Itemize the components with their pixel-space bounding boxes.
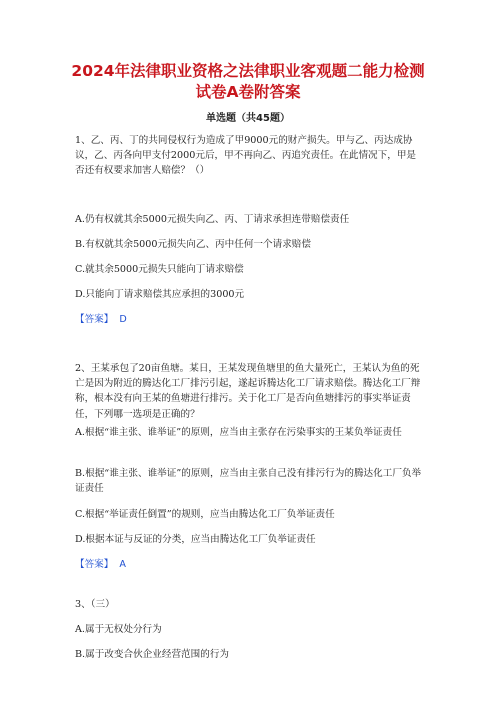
question-1-option-a: A.仍有权就其余5000元损失向乙、丙、丁请求承担连带赔偿责任 xyxy=(75,214,350,225)
question-1-option-b: B.有权就其余5000元损失向乙、丙中任何一个请求赔偿 xyxy=(75,239,311,250)
question-2-option-d: D.根据本证与反证的分类，应当由腾达化工厂负举证责任 xyxy=(75,534,316,545)
answer-label: 【答案】 xyxy=(75,314,114,325)
answer-label: 【答案】 xyxy=(75,559,114,570)
question-1-option-d: D.只能向丁请求赔偿其应承担的3000元 xyxy=(75,289,245,300)
question-2-answer xyxy=(75,558,126,572)
answer-value: D xyxy=(119,314,127,325)
question-2-option-a: A.根据“谁主张、谁举证”的原则，应当由主张存在污染事实的王某负举证责任 xyxy=(75,427,402,438)
question-3-option-a: A.属于无权处分行为 xyxy=(75,624,162,635)
question-2-option-b: B.根据“谁主张、谁举证”的原则，应当由主张自己没有排污行为的腾达化工厂负举证责任 xyxy=(75,468,422,495)
question-3-option-b: B.属于改变合伙企业经营范围的行为 xyxy=(75,649,230,660)
section-heading: 单选题（共45题） xyxy=(206,113,290,124)
question-1-option-c: C.就其余5000元损失只能向丁请求赔偿 xyxy=(75,264,244,275)
question-2-option-c: C.根据“举证责任倒置”的规则，应当由腾达化工厂负举证责任 xyxy=(75,509,335,520)
question-3-stem: 3、（三） xyxy=(75,599,115,610)
question-1-answer xyxy=(75,313,127,327)
document-title-line-2: 试卷A卷附答案 xyxy=(195,83,301,101)
document-title-line-1: 2024年法律职业资格之法律职业客观题二能力检测 xyxy=(71,62,425,80)
question-1-stem: 1、乙、丙、丁的共同侵权行为造成了甲9000元的财产损失。甲与乙、丙达成协议，乙、丙各向甲支付2000元后，甲不再向乙、丙追究责任。在此情况下，甲是否还有权要求加害人赔偿？（） xyxy=(75,135,417,177)
question-2-stem: 2、王某承包了20亩鱼塘。某日，王某发现鱼塘里的鱼大量死亡，王某认为鱼的死亡是因为附近的腾达化工厂排污引起，遂起诉腾达化工厂请求赔偿。腾达化工厂辩称，根本没有向王某的鱼塘进行排污。关于化工厂是否向鱼塘排污的事实举证责任，下列哪一选项是正确的？ xyxy=(75,363,421,420)
answer-value: A xyxy=(119,559,126,570)
